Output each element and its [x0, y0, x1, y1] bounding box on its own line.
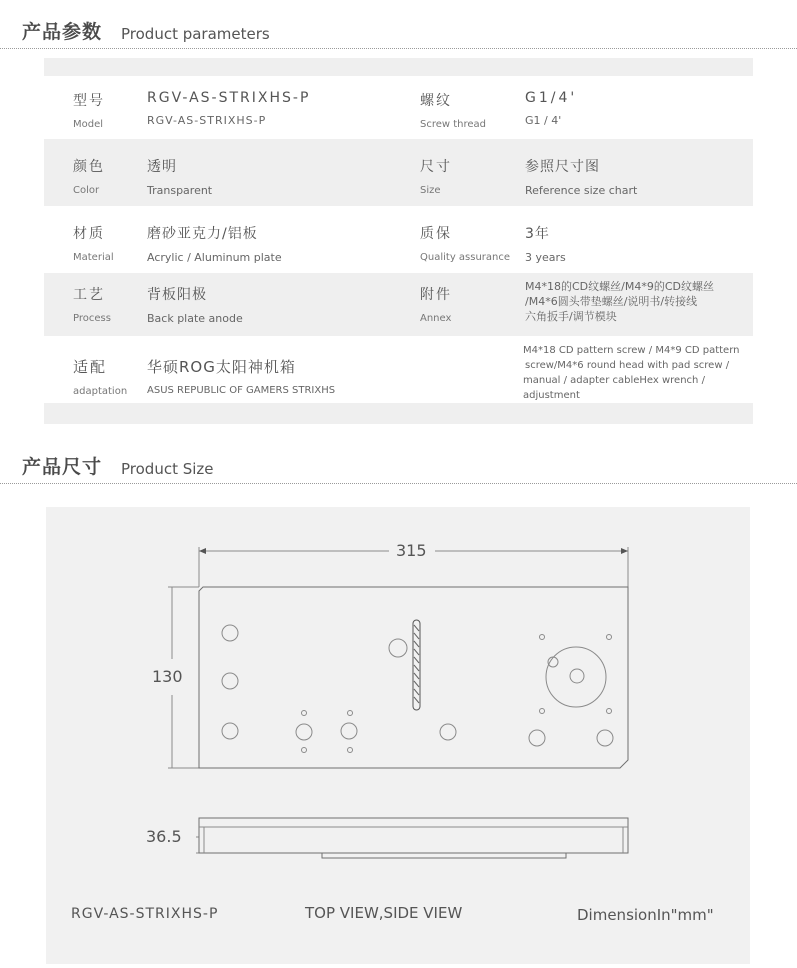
- table-row: [44, 336, 753, 403]
- thickness-dimension-label: 36.5: [146, 827, 182, 846]
- annex-line: /M4*6圆头带垫螺丝/说明书/转接线: [525, 295, 698, 308]
- view-caption: TOP VIEW,SIDE VIEW: [305, 904, 463, 922]
- value-en: Acrylic / Aluminum plate: [147, 251, 282, 264]
- label-en: Model: [73, 119, 104, 130]
- table-row: [44, 139, 753, 206]
- label-cn: 尺寸: [420, 159, 452, 175]
- label-en: Color: [73, 185, 100, 196]
- label-cn: 适配: [73, 358, 108, 376]
- label-en: Annex: [420, 313, 452, 324]
- table-row: [44, 273, 753, 336]
- label-en: Quality assurance: [420, 252, 511, 263]
- annex-line: M4*18的CD纹螺丝/M4*9的CD纹螺丝: [525, 280, 714, 293]
- value-en: Back plate anode: [147, 312, 243, 325]
- value-cn: 3年: [525, 226, 550, 242]
- table-row: [44, 206, 753, 273]
- height-dimension-label: 130: [152, 667, 183, 686]
- params-section-header: [0, 18, 797, 49]
- value-en: G1 / 4': [525, 114, 562, 127]
- value-en: Reference size chart: [525, 184, 638, 197]
- technical-drawing: [46, 507, 750, 964]
- value-en: ASUS REPUBLIC OF GAMERS STRIXHS: [147, 385, 336, 396]
- label-cn: 附件: [420, 287, 452, 303]
- label-cn: 工艺: [73, 287, 105, 303]
- value-cn: 参照尺寸图: [525, 159, 600, 175]
- annex-line: 六角扳手/调节模块: [525, 310, 617, 323]
- annex-line-en: screw/M4*6 round head with pad screw /: [525, 360, 730, 371]
- size-title-cn: 产品尺寸: [22, 456, 103, 478]
- value-cn: RGV-AS-STRIXHS-P: [147, 90, 311, 106]
- label-en: adaptation: [73, 386, 128, 397]
- table-top-band: [44, 58, 753, 76]
- value-en: 3 years: [525, 251, 566, 264]
- label-cn: 颜色: [73, 159, 105, 175]
- value-cn: G1/4': [525, 90, 578, 106]
- table-row: [44, 76, 753, 139]
- dimension-drawing: [46, 507, 750, 964]
- value-cn: 华硕ROG太阳神机箱: [147, 358, 296, 376]
- annex-line-en: M4*18 CD pattern screw / M4*9 CD pattern: [523, 345, 740, 356]
- label-cn: 螺纹: [420, 93, 452, 109]
- params-title-en: Product parameters: [121, 25, 270, 43]
- label-en: Screw thread: [420, 119, 487, 130]
- params-title-cn: 产品参数: [22, 21, 103, 43]
- label-en: Material: [73, 252, 114, 263]
- value-cn: 背板阳极: [147, 287, 207, 303]
- model-code: RGV-AS-STRIXHS-P: [71, 906, 219, 922]
- label-en: Process: [73, 313, 111, 324]
- value-cn: 磨砂亚克力/铝板: [147, 226, 258, 242]
- label-cn: 型号: [73, 93, 105, 109]
- value-cn: 透明: [147, 159, 177, 175]
- units-caption: DimensionIn"mm": [577, 906, 714, 924]
- value-en: RGV-AS-STRIXHS-P: [147, 114, 267, 127]
- size-title-en: Product Size: [121, 460, 214, 478]
- label-en: Size: [420, 185, 441, 196]
- annex-line-en: manual / adapter cableHex wrench / adjustment: [523, 375, 705, 401]
- label-cn: 材质: [73, 226, 105, 242]
- value-en: Transparent: [147, 184, 213, 197]
- table-bottom-band: [44, 403, 753, 424]
- parameter-table: [44, 58, 753, 424]
- label-cn: 质保: [420, 226, 452, 242]
- width-dimension-label: 315: [396, 541, 427, 560]
- size-section-header: [0, 453, 797, 484]
